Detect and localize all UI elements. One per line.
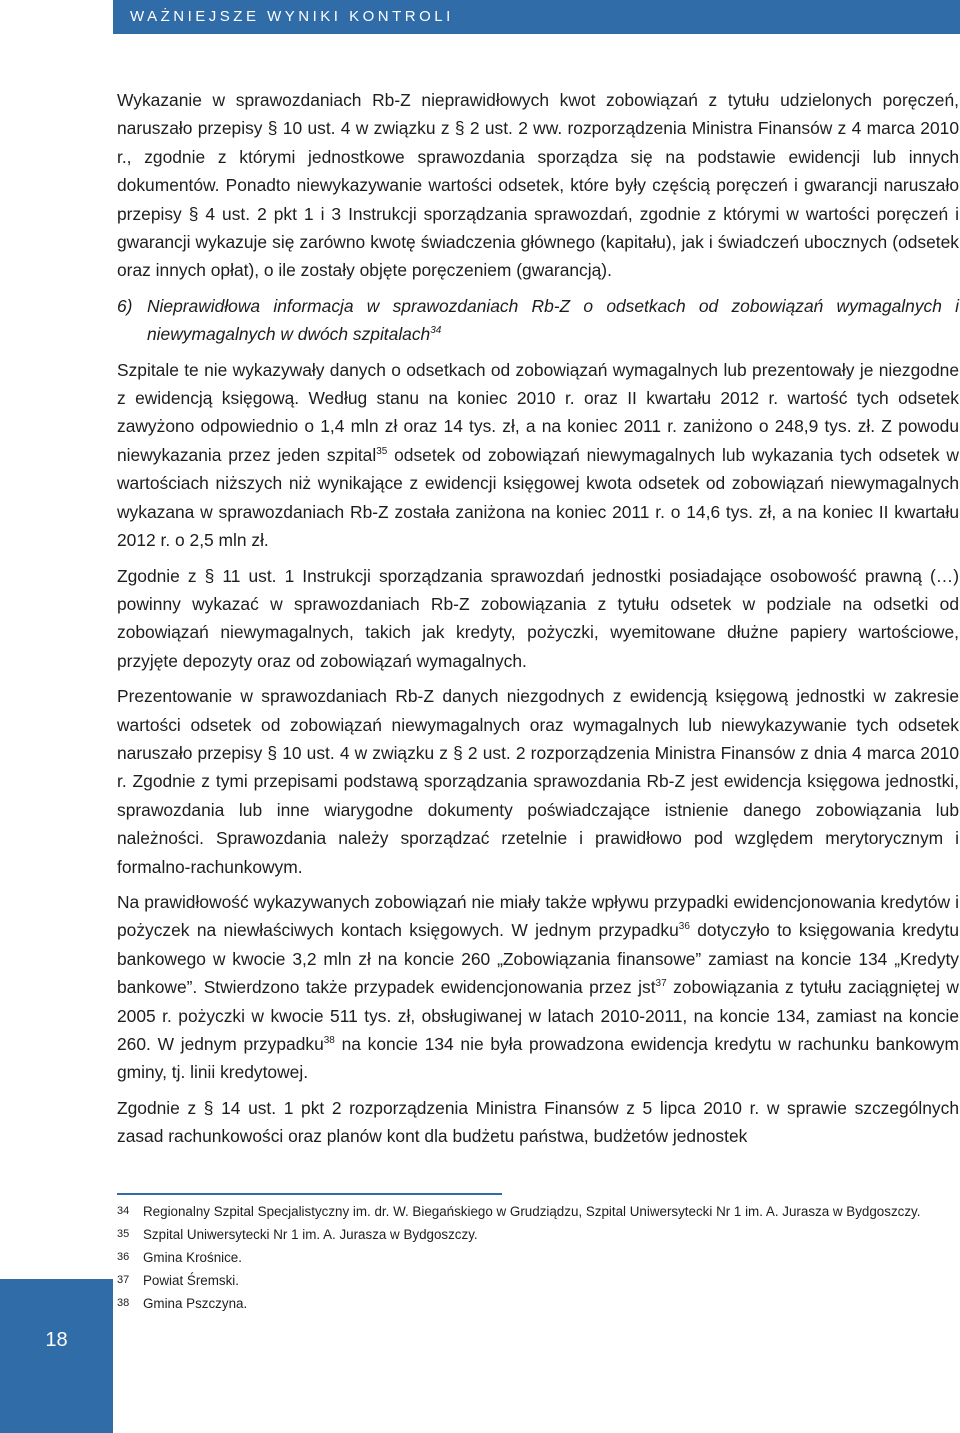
section-number: 6) [117,295,133,316]
section-heading [117,292,959,349]
footnote-number: 35 [117,1228,130,1240]
footnote-number: 37 [117,1274,130,1286]
paragraph: Zgodnie z § 11 ust. 1 Instrukcji sporządzania sprawozdań jednostki posiadające osobowość prawną (…) powinny wykazać w sprawozdaniach Rb-Z zobowiązania z tytułu odsetek w podziale na odsetki od zobowiązań niewymagalnych, takich jak kredyty, pożyczki, wyemitowane dłużne papiery wartościowe, przyjęte depozyty oraz od zobowiązań wymagalnych. [117,565,959,671]
footnote-ref[interactable]: 38 [323,1035,335,1046]
paragraph [117,356,959,555]
footnote-ref[interactable]: 34 [430,325,442,337]
footnote-text: Regionalny Szpital Specjalistyczny im. dr. W. Biegańskiego w Grudziądzu, Szpital Uniwersytecki Nr 1 im. A. Jurasza w Bydgoszczy. [143,1204,921,1219]
footnote [117,1294,959,1313]
main-content [117,86,959,1158]
paragraph-text: Szpitale te nie wykazywały danych o odsetkach od zobowiązań wymagalnych lub prezentowały je niezgodne z ewidencją księgową. Według stanu na koniec 2010 r. oraz II kwartału 2012 r. wartość tych odsetek zawyżono odpowiednio o 1,4 mln zł oraz 14 tys. zł, a na koniec 2011 r. zaniżono o 248,9 tys. zł. Z powodu niewykazania przez jeden szpital [117,359,959,465]
paragraph: Zgodnie z § 14 ust. 1 pkt 2 rozporządzenia Ministra Finansów z 5 lipca 2010 r. w sprawie szczególnych zasad rachunkowości oraz planów kont dla budżetu państwa, budżetów jednostek [117,1097,959,1147]
page-number: 18 [45,1329,68,1351]
footnote-ref[interactable]: 35 [376,445,388,457]
header-left-block [0,0,113,34]
footnote [117,1248,959,1267]
footnotes [117,1202,959,1317]
paragraph-text: na koncie 134 nie była prowadzona ewidencja kredytu w rachunku bankowym gminy, tj. linii kredytowej. [117,1034,959,1083]
footnote-number: 38 [117,1297,130,1309]
footnote-number: 36 [117,1251,130,1263]
footnote-text: Gmina Krośnice. [143,1250,242,1265]
paragraph: Wykazanie w sprawozdaniach Rb-Z nieprawidłowych kwot zobowiązań z tytułu udzielonych poręczeń, naruszało przepisy § 10 ust. 4 w związku z § 2 ust. 2 ww. rozporządzenia Ministra Finansów z 4 marca 2010 r., zgodnie z którymi jednostkowe sprawozdania sporządza się na podstawie ewidencji lub innych dokumentów. Ponadto niewykazywanie wartości odsetek, które były częścią poręczeń i gwarancji naruszało przepisy § 4 ust. 2 pkt 1 i 3 Instrukcji sporządzania sprawozdań, zgodnie z którymi w wartości poręczeń i gwarancji wykazuje się zarówno kwotę świadczenia głównego (kapitału), jak i świadczeń ubocznych (odsetek oraz innych opłat), o ile zostały objęte poręczeniem (gwarancją). [117,90,959,281]
footnote [117,1225,959,1244]
footnote-number: 34 [117,1205,130,1217]
paragraph-text: dotyczyło to księgowania kredytu bankowego w kwocie 3,2 mln zł na koncie 260 „Zobowiązania finansowe” zamiast na koncie 134 „Kredyty bankowe”. Stwierdzono także przypadek ewidencjonowania przez jst [117,920,959,998]
footnote-text: Gmina Pszczyna. [143,1296,248,1311]
section-heading-text: Nieprawidłowa informacja w sprawozdaniach Rb-Z o odsetkach od zobowiązań wymagalnych i niewymagalnych w dwóch szpitalach [147,295,959,345]
paragraph: Prezentowanie w sprawozdaniach Rb-Z danych niezgodnych z ewidencją księgową jednostki w zakresie wartości odsetek od zobowiązań niewymagalnych oraz wymagalnych lub niewykazywanie tych odsetek naruszało przepisy § 10 ust. 4 w związku z § 2 ust. 2 rozporządzenia Ministra Finansów z dnia 4 marca 2010 r. Zgodnie z tymi przepisami podstawą sporządzania sprawozdania Rb-Z jest ewidencja księgowa jednostki, sprawozdania lub inne wiarygodne dokumenty poświadczające istnienie danego zobowiązania lub należności. Sprawozdania należy sporządzać rzetelnie i prawidłowo pod względem merytorycznym i formalno-rachunkowym. [117,686,959,877]
section-title: WAŻNIEJSZE WYNIKI KONTROLI [130,8,454,25]
paragraph-text: zobowiązania z tytułu zaciągniętej w 2005 r. pożyczki w kwocie 511 tys. zł, obsługiwanej w latach 2010-2011, na koncie 134, zamiast na koncie 260. W jednym przypadku [117,977,959,1054]
footnote-divider [117,1193,502,1195]
footnote-text: Szpital Uniwersytecki Nr 1 im. A. Jurasza w Bydgoszczy. [143,1227,478,1242]
footnote [117,1271,959,1290]
page-number-box [0,1279,113,1433]
footnote-text: Powiat Śremski. [143,1273,239,1288]
footnote-ref[interactable]: 36 [678,921,690,933]
footnote-ref[interactable]: 37 [655,978,667,990]
paragraph-text: odsetek od zobowiązań niewymagalnych lub wykazania tych odsetek w wartościach niższych niż wynikające z ewidencji księgowej kwota odsetek od zobowiązań niewymagalnych wykazana w sprawozdaniach Rb-Z została zaniżona na koniec 2011 r. o 14,6 tys. zł, a na koniec II kwartału 2012 r. o 2,5 mln zł. [117,444,959,551]
footnote [117,1202,959,1221]
paragraph-text: Na prawidłowość wykazywanych zobowiązań nie miały także wpływu przypadki ewidencjonowania kredytów i pożyczek na niewłaściwych kontach księgowych. W jednym przypadku [117,891,959,941]
paragraph [117,888,959,1087]
